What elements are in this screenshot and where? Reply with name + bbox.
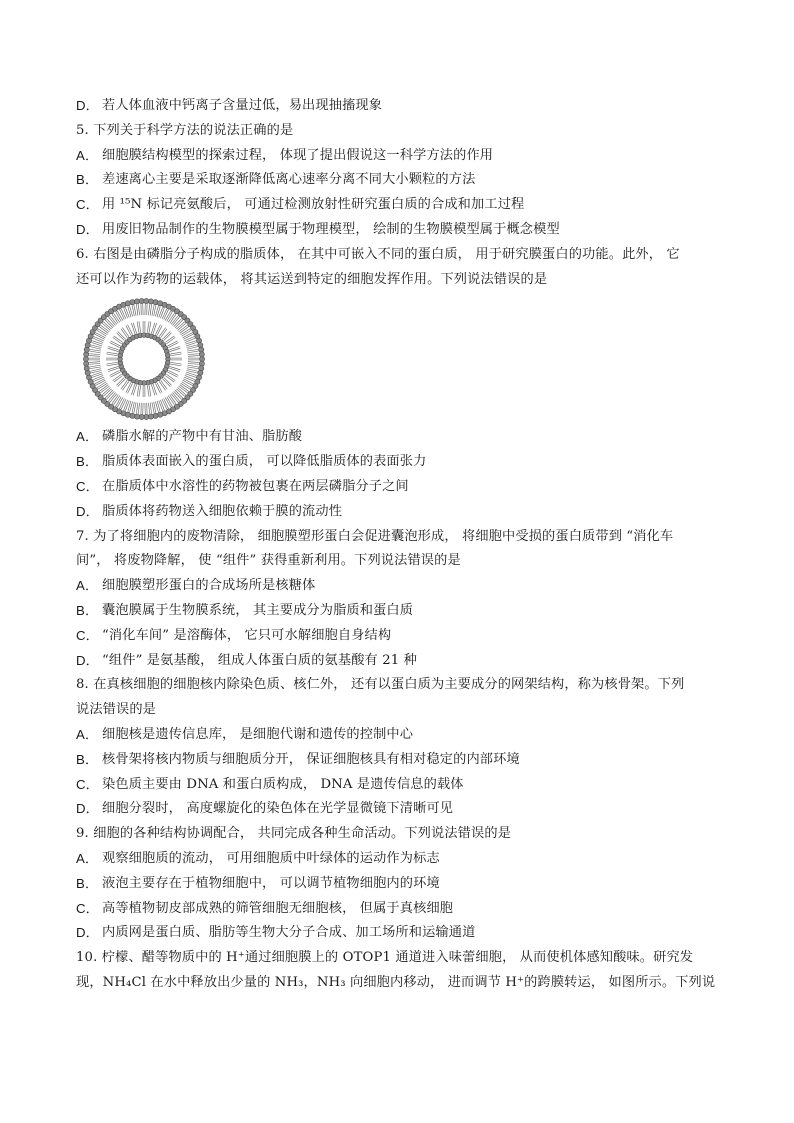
- question-text: 还可以作为药物的运载体， 将其运送到特定的细胞发挥作用。下列说法错误的是: [76, 271, 548, 287]
- question-line: [76, 525, 716, 550]
- answer-option: [76, 897, 716, 922]
- answer-option: [76, 599, 716, 624]
- question-line: [76, 698, 716, 723]
- option-text: 细胞膜塑形蛋白的合成场所是核糖体: [102, 578, 316, 594]
- option-text: “组件” 是氨基酸， 组成人体蛋白质的氨基酸有 21 种: [102, 652, 417, 668]
- option-label: A．: [76, 429, 99, 445]
- option-text: 磷脂水解的产物中有甘油、脂肪酸: [102, 429, 303, 445]
- option-label: D．: [76, 652, 100, 668]
- option-text: 液泡主要存在于植物细胞中， 可以调节植物细胞内的环境: [102, 875, 440, 891]
- answer-option: [76, 574, 716, 599]
- option-text: 囊泡膜属于生物膜系统， 其主要成分为脂质和蛋白质: [102, 602, 414, 618]
- answer-option: [76, 921, 716, 946]
- question-line: [76, 822, 716, 847]
- question-text: 9. 细胞的各种结构协调配合， 共同完成各种生命活动。下列说法错误的是: [76, 826, 512, 842]
- page-content: [76, 94, 716, 996]
- question-text: 8. 在真核细胞的细胞核内除染色质、核仁外， 还有以蛋白质为主要成分的网架结构，称为核骨架。下列: [76, 677, 685, 693]
- option-label: C．: [76, 197, 100, 213]
- option-label: C．: [76, 776, 100, 792]
- question-text: 7. 为了将细胞内的废物清除， 细胞膜塑形蛋白会促进囊泡形成， 将细胞中受损的蛋白质带到 “消化车: [76, 528, 674, 544]
- answer-option: [76, 773, 716, 798]
- option-text: 细胞膜结构模型的探索过程， 体现了提出假说这一科学方法的作用: [102, 147, 494, 163]
- option-text: 在脂质体中水溶性的药物被包裹在两层磷脂分子之间: [102, 478, 409, 494]
- option-text: 脂质体将药物送入细胞依赖于膜的流动性: [102, 503, 343, 519]
- option-label: A．: [76, 850, 99, 866]
- answer-option: [76, 94, 716, 119]
- answer-option: [76, 500, 716, 525]
- answer-option: [76, 748, 716, 773]
- question-text: 5. 下列关于科学方法的说法正确的是: [76, 122, 294, 138]
- answer-option: [76, 649, 716, 674]
- question-text: 10. 柠檬、醋等物质中的 H⁺通过细胞膜上的 OTOP1 通道进入味蕾细胞， 从而使机体感知酸味。研究发: [76, 950, 694, 966]
- question-text: 说法错误的是: [76, 702, 157, 718]
- option-label: D．: [76, 503, 100, 519]
- liposome-figure: [76, 292, 716, 425]
- option-text: 核骨架将核内物质与细胞质分开， 保证细胞核具有相对稳定的内部环境: [102, 751, 520, 767]
- question-line: [76, 243, 716, 268]
- option-label: B．: [76, 172, 99, 188]
- option-text: “消化车间” 是溶酶体， 它只可水解细胞自身结构: [102, 627, 392, 643]
- answer-option: [76, 723, 716, 748]
- answer-option: [76, 872, 716, 897]
- option-label: A．: [76, 147, 99, 163]
- question-text: 现，NH₄Cl 在水中释放出少量的 NH₃，NH₃ 向细胞内移动， 进而调节 H⁺的跨膜转运， 如图所示。下列说: [76, 974, 716, 990]
- option-text: 脂质体表面嵌入的蛋白质， 可以降低脂质体的表面张力: [102, 454, 427, 470]
- option-text: 细胞分裂时， 高度螺旋化的染色体在光学显微镜下清晰可见: [102, 801, 454, 817]
- question-line: [76, 268, 716, 293]
- question-line: [76, 971, 716, 996]
- answer-option: [76, 425, 716, 450]
- option-text: 高等植物韧皮部成熟的筛管细胞无细胞核， 但属于真核细胞: [102, 900, 454, 916]
- answer-option: [76, 450, 716, 475]
- answer-option: [76, 218, 716, 243]
- option-label: A．: [76, 578, 99, 594]
- option-label: D．: [76, 801, 100, 817]
- answer-option: [76, 624, 716, 649]
- option-label: B．: [76, 751, 99, 767]
- question-line: [76, 673, 716, 698]
- answer-option: [76, 847, 716, 872]
- question-text: 6. 右图是由磷脂分子构成的脂质体， 在其中可嵌入不同的蛋白质， 用于研究膜蛋白的功能。此外， 它: [76, 246, 680, 262]
- question-text-block-upper: [76, 94, 716, 292]
- option-label: D．: [76, 925, 100, 941]
- question-line: [76, 946, 716, 971]
- option-text: 染色质主要由 DNA 和蛋白质构成， DNA 是遗传信息的载体: [102, 776, 464, 792]
- answer-option: [76, 475, 716, 500]
- option-text: 内质网是蛋白质、脂肪等生物大分子合成、加工场所和运输通道: [102, 925, 476, 941]
- option-text: 观察细胞质的流动， 可用细胞质中叶绿体的运动作为标志: [102, 850, 440, 866]
- option-label: B．: [76, 602, 99, 618]
- option-text: 用废旧物品制作的生物膜模型属于物理模型， 绘制的生物膜模型属于概念模型: [102, 221, 560, 237]
- option-text: 差速离心主要是采取逐渐降低离心速率分离不同大小颗粒的方法: [102, 172, 476, 188]
- option-label: B．: [76, 875, 99, 891]
- option-label: C．: [76, 627, 100, 643]
- option-label: A．: [76, 726, 99, 742]
- option-label: D．: [76, 98, 100, 113]
- liposome-diagram: [82, 297, 206, 421]
- phospholipid-bilayer: [83, 298, 204, 419]
- option-label: C．: [76, 900, 100, 916]
- answer-option: [76, 168, 716, 193]
- answer-option: [76, 797, 716, 822]
- answer-option: [76, 144, 716, 169]
- question-text: 间”， 将废物降解， 使 “组件” 获得重新利用。下列说法错误的是: [76, 553, 461, 569]
- option-label: D．: [76, 221, 100, 237]
- question-text-block-lower: [76, 425, 716, 995]
- option-text: 细胞核是遗传信息库， 是细胞代谢和遗传的控制中心: [102, 726, 414, 742]
- option-text: 若人体血液中钙离子含量过低，易出现抽搐现象: [102, 98, 383, 113]
- question-line: [76, 119, 716, 144]
- option-label: C．: [76, 478, 100, 494]
- question-line: [76, 549, 716, 574]
- answer-option: [76, 193, 716, 218]
- option-text: 用 ¹⁵N 标记亮氨酸后， 可通过检测放射性研究蛋白质的合成和加工过程: [102, 197, 525, 213]
- option-label: B．: [76, 454, 99, 470]
